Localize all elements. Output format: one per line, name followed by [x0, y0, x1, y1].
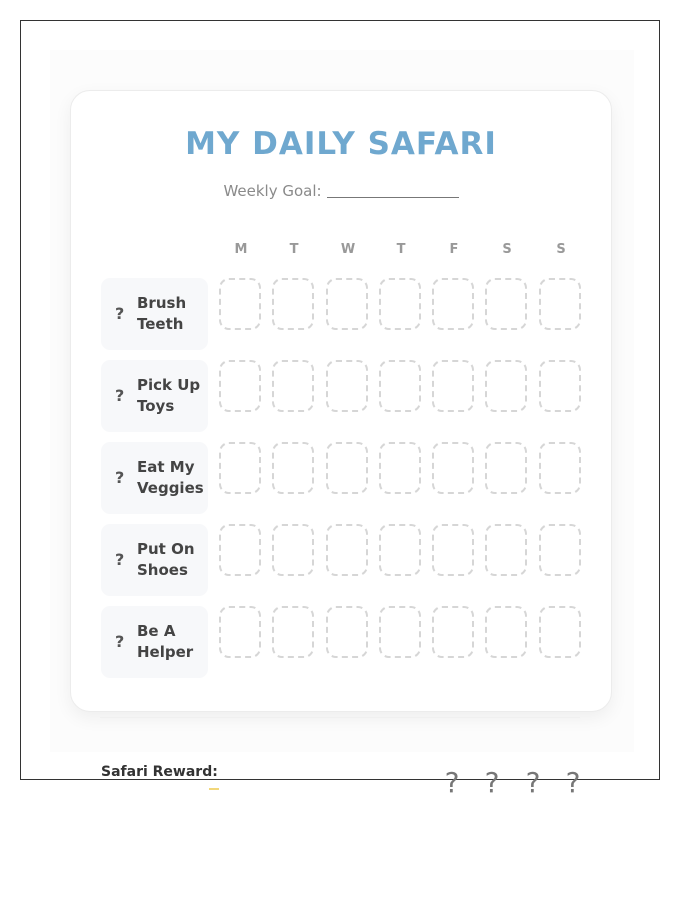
check-box-mon[interactable] [219, 606, 261, 658]
check-box-sun[interactable] [539, 442, 581, 494]
check-box-wed[interactable] [326, 360, 368, 412]
check-box-mon[interactable] [219, 278, 261, 330]
check-box-tue[interactable] [272, 278, 314, 330]
task-icon: ? [115, 386, 125, 405]
check-box-wed[interactable] [326, 442, 368, 494]
task-label-box [101, 278, 208, 350]
check-box-thu[interactable] [379, 524, 421, 576]
check-box-thu[interactable] [379, 278, 421, 330]
weekly-goal [71, 182, 611, 200]
check-box-sat[interactable] [485, 442, 527, 494]
task-label: Pick Up Toys [137, 376, 201, 415]
check-box-mon[interactable] [219, 360, 261, 412]
task-label: Be A Helper [137, 622, 194, 661]
task-label-box [101, 360, 208, 432]
check-box-sun[interactable] [539, 360, 581, 412]
check-box-tue[interactable] [272, 524, 314, 576]
safari-reward-label: Safari Reward: [101, 764, 218, 780]
task-icon: ? [115, 632, 125, 651]
check-box-sat[interactable] [485, 606, 527, 658]
day-header-wed: W [340, 242, 356, 257]
check-box-sun[interactable] [539, 278, 581, 330]
day-header-thu: T [396, 242, 406, 257]
reward-icon[interactable]: ? [525, 766, 541, 799]
task-label: Brush Teeth [137, 294, 187, 333]
task-row [101, 278, 583, 350]
check-box-mon[interactable] [219, 524, 261, 576]
task-label-box [101, 524, 208, 596]
weekly-goal-label: Weekly Goal: [223, 182, 322, 200]
check-box-sun[interactable] [539, 524, 581, 576]
task-icon: ? [115, 550, 125, 569]
divider [100, 717, 580, 718]
task-row [101, 606, 583, 678]
check-box-fri[interactable] [432, 360, 474, 412]
day-header-row [219, 242, 583, 262]
check-box-fri[interactable] [432, 442, 474, 494]
check-box-tue[interactable] [272, 442, 314, 494]
task-icon: ? [115, 304, 125, 323]
check-box-thu[interactable] [379, 442, 421, 494]
day-header-mon: M [234, 242, 248, 257]
task-row [101, 442, 583, 514]
task-icon: ? [115, 468, 125, 487]
weekly-goal-line[interactable] [327, 197, 459, 198]
check-box-wed[interactable] [326, 606, 368, 658]
task-row [101, 524, 583, 596]
check-box-wed[interactable] [326, 524, 368, 576]
check-box-tue[interactable] [272, 606, 314, 658]
task-row [101, 360, 583, 432]
check-box-thu[interactable] [379, 360, 421, 412]
task-label: Put On Shoes [137, 540, 195, 579]
chore-chart-card [70, 90, 612, 712]
check-box-sat[interactable] [485, 278, 527, 330]
check-box-mon[interactable] [219, 442, 261, 494]
check-box-sat[interactable] [485, 360, 527, 412]
reward-icon[interactable]: ? [484, 766, 500, 799]
reward-icon[interactable]: ? [444, 766, 460, 799]
task-label: Eat My Veggies [137, 458, 204, 497]
task-label-box [101, 442, 208, 514]
check-box-tue[interactable] [272, 360, 314, 412]
check-box-thu[interactable] [379, 606, 421, 658]
check-box-sat[interactable] [485, 524, 527, 576]
check-box-fri[interactable] [432, 606, 474, 658]
check-box-fri[interactable] [432, 524, 474, 576]
check-box-fri[interactable] [432, 278, 474, 330]
check-box-wed[interactable] [326, 278, 368, 330]
day-header-sat: S [502, 242, 512, 257]
day-header-sun: S [556, 242, 566, 257]
reward-underline [209, 788, 219, 790]
day-header-fri: F [449, 242, 459, 257]
chart-title: MY DAILY SAFARI [185, 126, 497, 162]
task-label-box [101, 606, 208, 678]
day-header-tue: T [289, 242, 299, 257]
reward-icon[interactable]: ? [565, 766, 581, 799]
check-box-sun[interactable] [539, 606, 581, 658]
reward-icon-row [440, 766, 600, 800]
